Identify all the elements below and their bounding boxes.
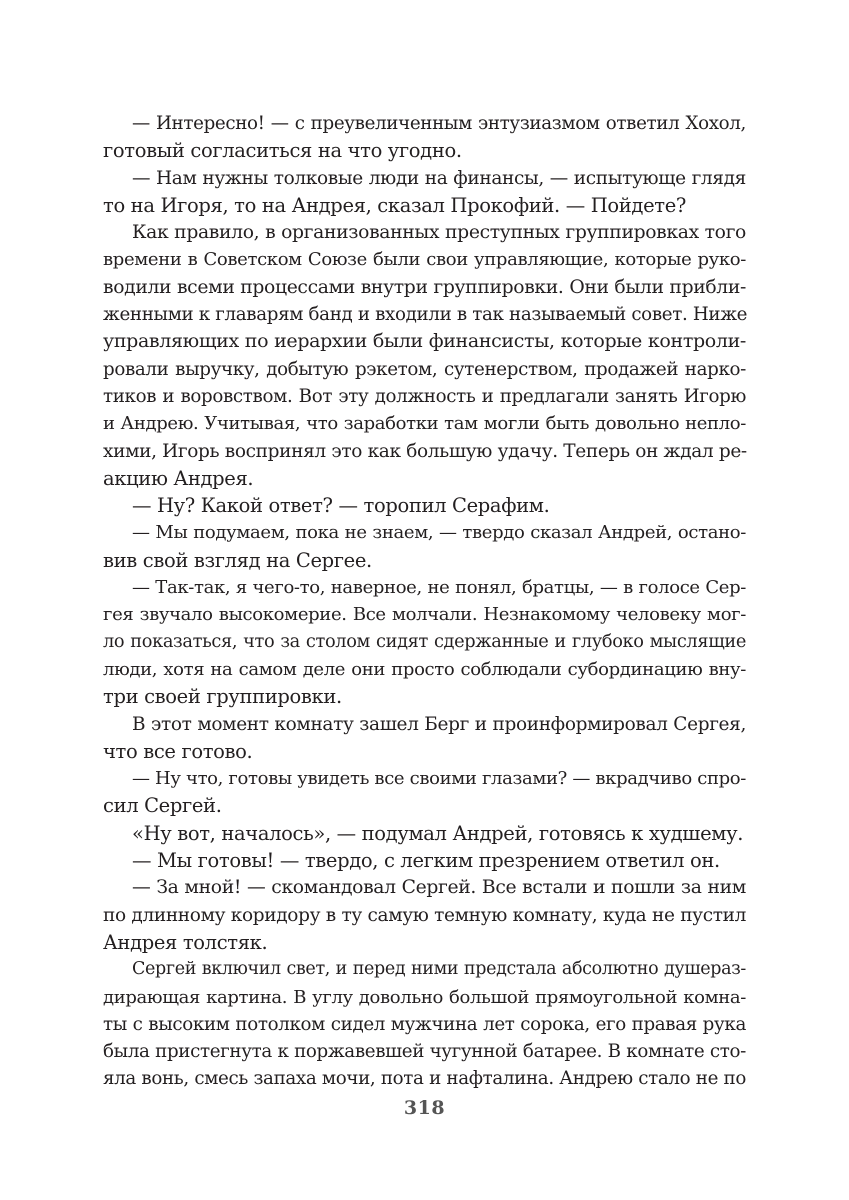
text-line: и Андрею. Учитывая, что заработки там могли быть довольно непло- — [103, 413, 746, 435]
text-line: ло показаться, что за столом сидят сдержанные и глубоко мыслящие — [103, 631, 746, 652]
text-line: — Ну что, готовы увидеть все своими глазами? — вкрадчиво спро- — [132, 768, 746, 790]
text-line: люди, хотя на самом деле они просто соблюдали субординацию вну- — [103, 658, 746, 680]
text-line: Как правило, в организованных преступных группировках того — [132, 222, 746, 244]
text-line: ты с высоким потолком сидел мужчина лет сорока, его правая рука — [103, 1013, 746, 1035]
text-line: — Так-так, я чего-то, наверное, не понял, братцы, — в голосе Сер- — [132, 577, 746, 599]
text-line: — За мной! — скомандовал Сергей. Все встали и пошли за ним — [132, 877, 746, 899]
text-line: тиков и воровством. Вот эту должность и предлагали занять Игорю — [103, 385, 746, 407]
text-line: хими, Игорь воспринял это как большую удачу. Теперь он ждал ре- — [103, 440, 747, 462]
text-line: что все готово. — [103, 739, 253, 763]
page-number: 318 — [403, 1097, 446, 1119]
text-line: «Ну вот, началось», — подумал Андрей, готовясь к худшему. — [132, 821, 744, 845]
text-line: три своей группировки. — [103, 685, 342, 709]
text-line: яла вонь, смесь запаха мочи, пота и нафталина. Андрею стало не по — [103, 1068, 746, 1090]
text-line: управляющих по иерархии были финансисты, которые контроли- — [103, 330, 746, 353]
text-line: вив свой взгляд на Сергее. — [103, 548, 372, 572]
text-line: — Мы готовы! — твердо, с легким презрением ответил он. — [132, 849, 720, 873]
text-line: — Мы подумаем, пока не знаем, — твердо сказал Андрей, остано- — [132, 522, 746, 544]
text-line: водили всеми процессами внутри группировки. Они были прибли- — [103, 276, 746, 298]
text-line: была пристегнута к поржавевшей чугунной батарее. В комнате сто- — [103, 1041, 746, 1063]
text-line: — Ну? Какой ответ? — торопил Серафим. — [132, 494, 550, 518]
text-line: Андрея толстяк. — [103, 930, 268, 954]
text-line: сил Сергей. — [103, 794, 222, 818]
text-line: по длинному коридору в ту самую темную комнату, куда не пустил — [103, 904, 746, 926]
text-line: женными к главарям банд и входили в так называемый совет. Ниже — [103, 304, 748, 326]
page-body-text — [103, 110, 746, 1093]
text-line: гея звучало высокомерие. Все молчали. Незнакомому человеку мог- — [103, 604, 746, 626]
text-line: дирающая картина. В углу довольно большой прямоугольной комна- — [103, 986, 746, 1008]
text-line: — Интересно! — с преувеличенным энтузиазмом ответил Хохол, — [132, 113, 746, 134]
text-line: Сергей включил свет, и перед ними предстала абсолютно душераз- — [132, 959, 746, 980]
text-line: акцию Андрея. — [103, 466, 254, 490]
text-line: то на Игоря, то на Андрея, сказал Прокофий. — Пойдете? — [103, 193, 686, 217]
text-line: В этот момент комнату зашел Берг и проинформировал Сергея, — [132, 713, 746, 735]
text-line: готовый согласиться на что угодно. — [103, 139, 462, 163]
text-line: времени в Советском Союзе были свои управляющие, которые руко- — [103, 249, 746, 271]
text-line: ровали выручку, добытую рэкетом, сутенерством, продажей нарко- — [103, 358, 746, 380]
text-line: — Нам нужны толковые люди на финансы, — испытующе глядя — [132, 167, 746, 189]
